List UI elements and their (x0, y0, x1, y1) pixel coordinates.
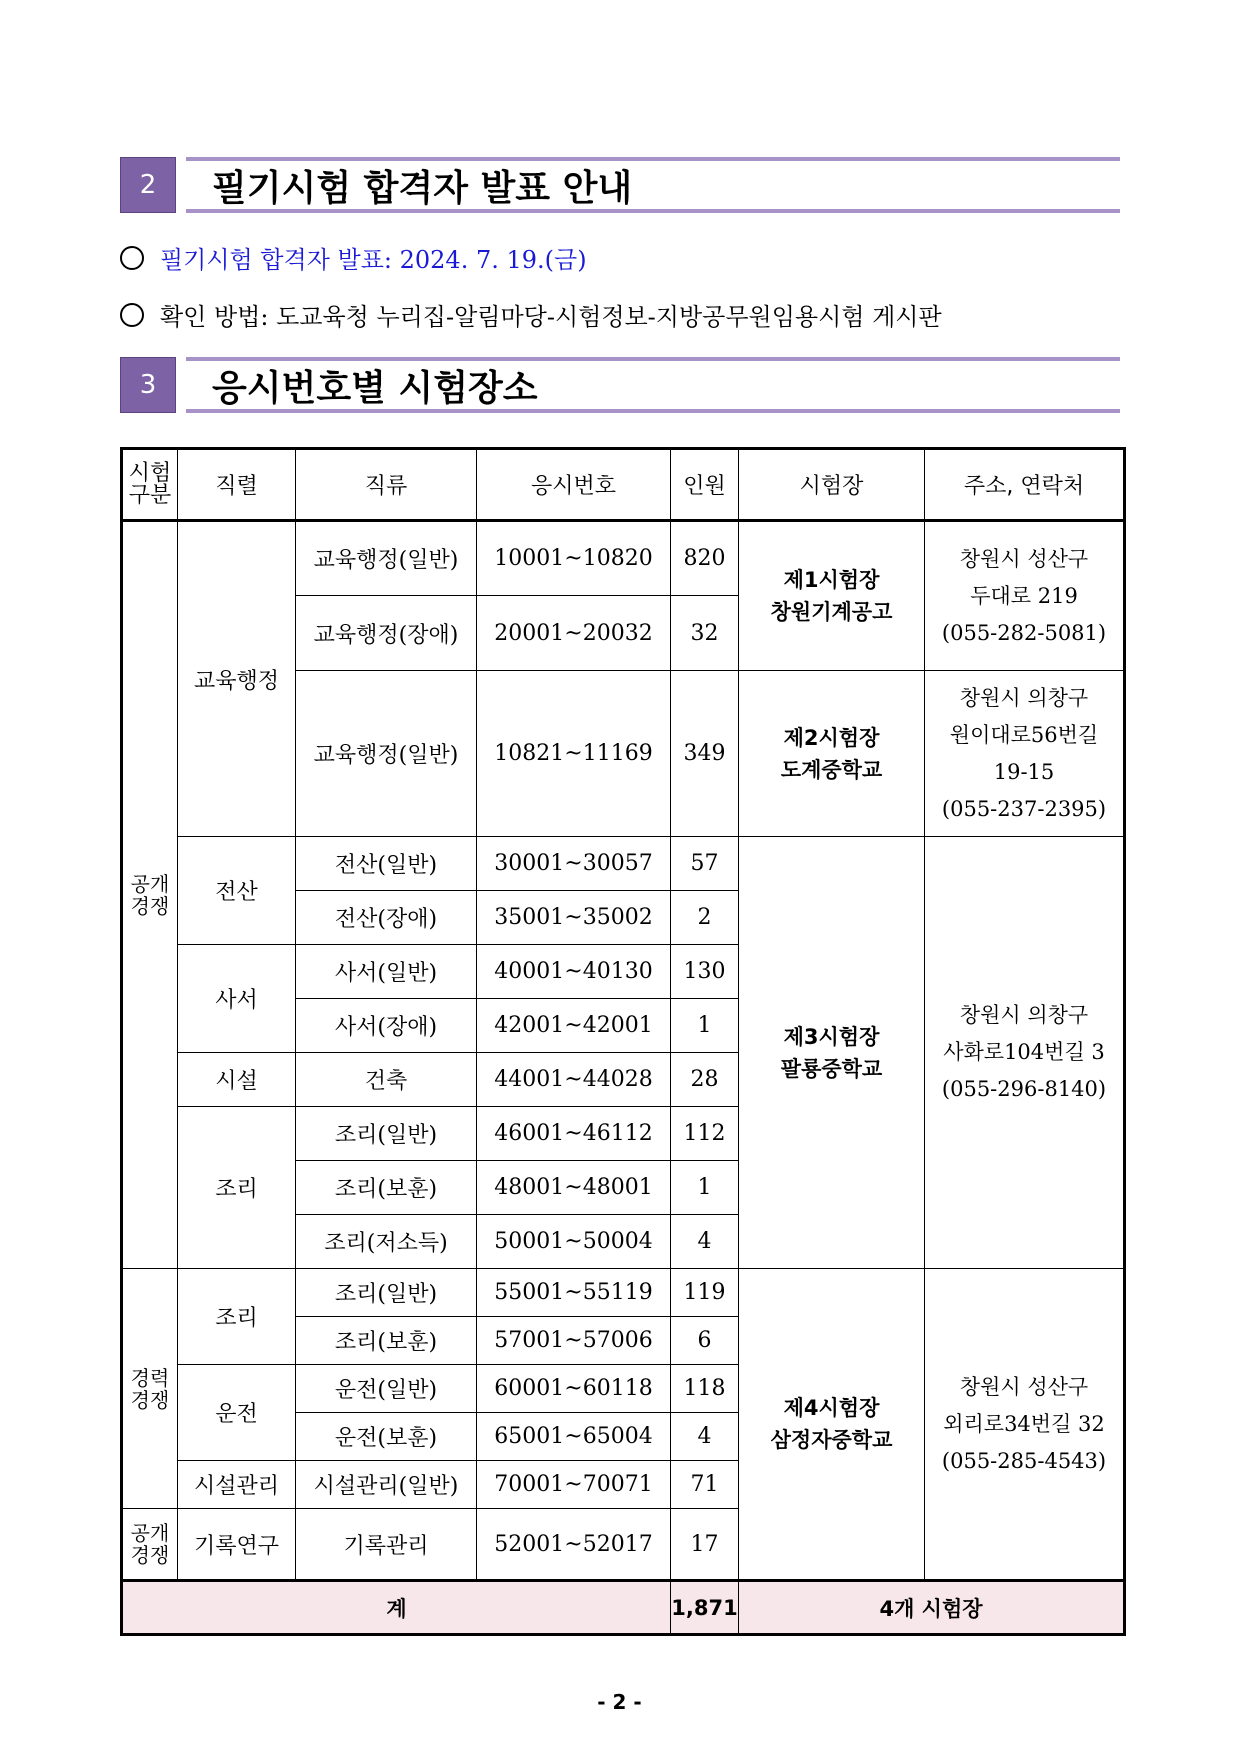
number-cell: 30001~30057 (477, 837, 671, 891)
number-cell: 35001~35002 (477, 891, 671, 945)
circle-bullet-icon (120, 246, 144, 270)
count-cell: 349 (671, 671, 739, 837)
jikryu-cell: 운전(일반) (296, 1365, 477, 1413)
header-gubun: 시험 구분 (122, 449, 178, 521)
jikryu-cell: 시설관리(일반) (296, 1461, 477, 1509)
section-number-badge: 2 (120, 157, 176, 213)
number-cell: 42001~42001 (477, 999, 671, 1053)
section-2-heading (120, 157, 1120, 213)
jikryeol-cell: 운전 (178, 1365, 296, 1461)
number-cell: 55001~55119 (477, 1269, 671, 1317)
jikryu-cell: 교육행정(일반) (296, 521, 477, 596)
count-cell: 4 (671, 1215, 739, 1269)
check-method-text: 확인 방법: 도교육청 누리집-알림마당-시험정보-지방공무원임용시험 게시판 (160, 303, 942, 331)
jikryu-cell: 조리(보훈) (296, 1317, 477, 1365)
jikryeol-cell: 사서 (178, 945, 296, 1053)
jikryeol-cell: 시설 (178, 1053, 296, 1107)
count-cell: 2 (671, 891, 739, 945)
number-cell: 46001~46112 (477, 1107, 671, 1161)
jikryu-cell: 기록관리 (296, 1509, 477, 1581)
header-jikryu: 직류 (296, 449, 477, 521)
heading-rule-bottom (186, 209, 1120, 213)
count-cell: 119 (671, 1269, 739, 1317)
circle-bullet-icon (120, 303, 144, 327)
section-title: 응시번호별 시험장소 (212, 367, 538, 409)
announcement-date-bullet (120, 240, 587, 275)
table-row (122, 521, 1125, 596)
total-label: 계 (122, 1581, 671, 1635)
gubun-cell: 공개 경쟁 (122, 521, 178, 1269)
jikryu-cell: 조리(일반) (296, 1107, 477, 1161)
site-cell: 제4시험장 삼정자중학교 (739, 1269, 925, 1581)
jikryu-cell: 건축 (296, 1053, 477, 1107)
jikryeol-cell: 전산 (178, 837, 296, 945)
count-cell: 130 (671, 945, 739, 999)
number-cell: 40001~40130 (477, 945, 671, 999)
total-count: 1,871 (671, 1581, 739, 1635)
address-cell: 창원시 의창구 사화로104번길 3 (055-296-8140) (925, 837, 1125, 1269)
jikryeol-cell: 시설관리 (178, 1461, 296, 1509)
number-cell: 65001~65004 (477, 1413, 671, 1461)
address-cell: 창원시 성산구 두대로 219 (055-282-5081) (925, 521, 1125, 671)
gubun-cell: 경력 경쟁 (122, 1269, 178, 1509)
table-row (122, 1269, 1125, 1317)
number-cell: 10821~11169 (477, 671, 671, 837)
count-cell: 112 (671, 1107, 739, 1161)
jikryu-cell: 조리(일반) (296, 1269, 477, 1317)
address-cell: 창원시 성산구 외리로34번길 32 (055-285-4543) (925, 1269, 1125, 1581)
table-row (122, 837, 1125, 891)
count-cell: 1 (671, 999, 739, 1053)
count-cell: 17 (671, 1509, 739, 1581)
section-3-heading (120, 357, 1120, 413)
jikryu-cell: 사서(장애) (296, 999, 477, 1053)
header-number: 응시번호 (477, 449, 671, 521)
count-cell: 118 (671, 1365, 739, 1413)
site-cell: 제1시험장 창원기계공고 (739, 521, 925, 671)
header-address: 주소, 연락처 (925, 449, 1125, 521)
page-number: - 2 - (597, 1690, 642, 1714)
jikryeol-cell: 교육행정 (178, 521, 296, 837)
number-cell: 20001~20032 (477, 596, 671, 671)
section-number-badge: 3 (120, 357, 176, 413)
jikryu-cell: 조리(저소득) (296, 1215, 477, 1269)
section-title: 필기시험 합격자 발표 안내 (212, 167, 633, 209)
count-cell: 32 (671, 596, 739, 671)
number-cell: 57001~57006 (477, 1317, 671, 1365)
count-cell: 4 (671, 1413, 739, 1461)
jikryu-cell: 교육행정(장애) (296, 596, 477, 671)
jikryeol-cell: 조리 (178, 1107, 296, 1269)
jikryeol-cell: 조리 (178, 1269, 296, 1365)
total-sites: 4개 시험장 (739, 1581, 1125, 1635)
number-cell: 44001~44028 (477, 1053, 671, 1107)
jikryeol-cell: 기록연구 (178, 1509, 296, 1581)
count-cell: 71 (671, 1461, 739, 1509)
number-cell: 10001~10820 (477, 521, 671, 596)
header-count: 인원 (671, 449, 739, 521)
announcement-date-text: 필기시험 합격자 발표: 2024. 7. 19.(금) (160, 246, 587, 274)
site-cell: 제2시험장 도계중학교 (739, 671, 925, 837)
count-cell: 57 (671, 837, 739, 891)
header-site: 시험장 (739, 449, 925, 521)
number-cell: 52001~52017 (477, 1509, 671, 1581)
count-cell: 28 (671, 1053, 739, 1107)
number-cell: 48001~48001 (477, 1161, 671, 1215)
table-header-row (122, 449, 1125, 521)
number-cell: 70001~70071 (477, 1461, 671, 1509)
jikryu-cell: 전산(장애) (296, 891, 477, 945)
address-cell: 창원시 의창구 원이대로56번길 19-15 (055-237-2395) (925, 671, 1125, 837)
gubun-cell: 공개 경쟁 (122, 1509, 178, 1581)
jikryu-cell: 전산(일반) (296, 837, 477, 891)
heading-rule-bottom (186, 409, 1120, 413)
check-method-bullet (120, 297, 942, 332)
exam-site-table (120, 447, 1126, 1636)
jikryu-cell: 사서(일반) (296, 945, 477, 999)
count-cell: 820 (671, 521, 739, 596)
count-cell: 6 (671, 1317, 739, 1365)
header-jikryeol: 직렬 (178, 449, 296, 521)
jikryu-cell: 조리(보훈) (296, 1161, 477, 1215)
total-row (122, 1581, 1125, 1635)
jikryu-cell: 운전(보훈) (296, 1413, 477, 1461)
number-cell: 50001~50004 (477, 1215, 671, 1269)
site-cell: 제3시험장 팔룡중학교 (739, 837, 925, 1269)
count-cell: 1 (671, 1161, 739, 1215)
jikryu-cell: 교육행정(일반) (296, 671, 477, 837)
number-cell: 60001~60118 (477, 1365, 671, 1413)
